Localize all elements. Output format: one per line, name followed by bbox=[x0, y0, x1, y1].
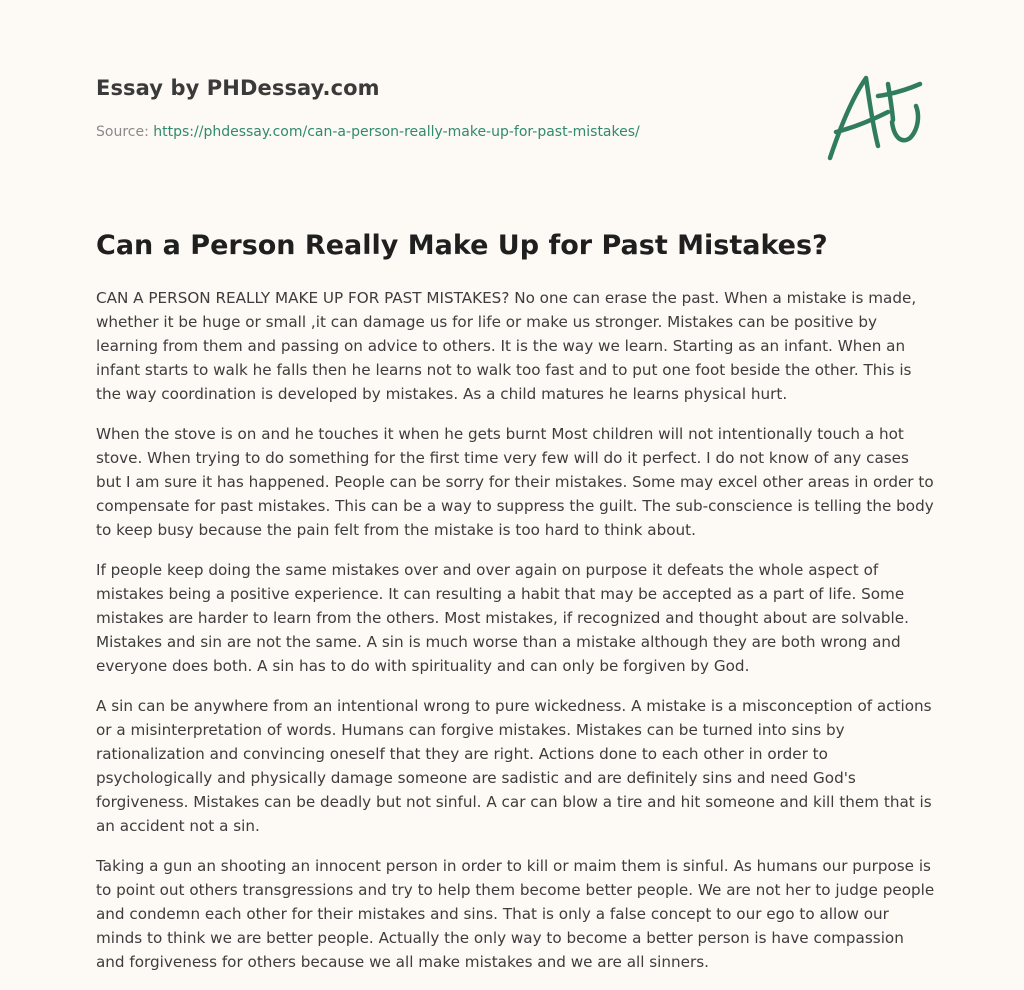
source-line bbox=[96, 124, 796, 140]
source-label: Source: bbox=[96, 124, 149, 140]
article-paragraph: If people keep doing the same mistakes over and over again on purpose it defeats the whole aspect of mistakes being a positive experience. It can resulting a habit that may be accepted as a part of life. Some mistakes are harder to learn from the others. Most mistakes, if recognized and thought about are solvable. Mistakes and sin are not the same. A sin is much worse than a mistake although they are both wrong and everyone does both. A sin has to do with spirituality and can only be forgiven by God. bbox=[96, 561, 909, 675]
article-paragraph: When the stove is on and he touches it when he gets burnt Most children will not intentionally touch a hot stove. When trying to do something for the first time very few will do it perfect. I do not know of any cases but I am sure it has happened. People can be sorry for their mistakes. Some may excel other areas in order to compensate for past mistakes. This can be a way to suppress the guilt. The sub-conscience is telling the body to keep busy because the pain felt from the mistake is too hard to think about. bbox=[96, 425, 934, 539]
a-plus-grade-icon bbox=[822, 66, 928, 166]
article-title: Can a Person Really Make Up for Past Mistakes? bbox=[96, 230, 828, 261]
article-paragraph: A sin can be anywhere from an intentional wrong to pure wickedness. A mistake is a misconception of actions or a misinterpretation of words. Humans can forgive mistakes. Mistakes can be turned into sins by rationalization and convincing oneself that they are right. Actions done to each other in order to psychologically and physically damage someone are sadistic and are definitely sins and need God's forgiveness. Mistakes can be deadly but not sinful. A car can blow a tire and hit someone and kill them that is an accident not a sin. bbox=[96, 697, 932, 835]
article-body bbox=[96, 286, 936, 990]
article-paragraph: Taking a gun an shooting an innocent person in order to kill or maim them is sinful. As humans our purpose is to point out others transgressions and try to help them become better people. We are not her to judge people and condemn each other for their mistakes and sins. That is only a false concept to our ego to allow our minds to think we are better people. Actually the only way to become a better person is have compassion and forgiveness for others because we all make mistakes and we are all sinners. bbox=[96, 857, 935, 971]
page-header bbox=[96, 76, 796, 140]
article-paragraph: CAN A PERSON REALLY MAKE UP FOR PAST MISTAKES? No one can erase the past. When a mistake is made, whether it be huge or small ,it can damage us for life or make us stronger. Mistakes can be positive by learning from them and passing on advice to others. It is the way we learn. Starting as an infant. When an infant starts to walk he falls then he learns not to walk too fast and to put one foot beside the other. This is the way coordination is developed by mistakes. As a child matures he learns physical hurt. bbox=[96, 289, 917, 403]
site-brand: Essay by PHDessay.com bbox=[96, 76, 380, 100]
source-link[interactable]: https://phdessay.com/can-a-person-really-make-up-for-past-mistakes/ bbox=[153, 124, 640, 140]
